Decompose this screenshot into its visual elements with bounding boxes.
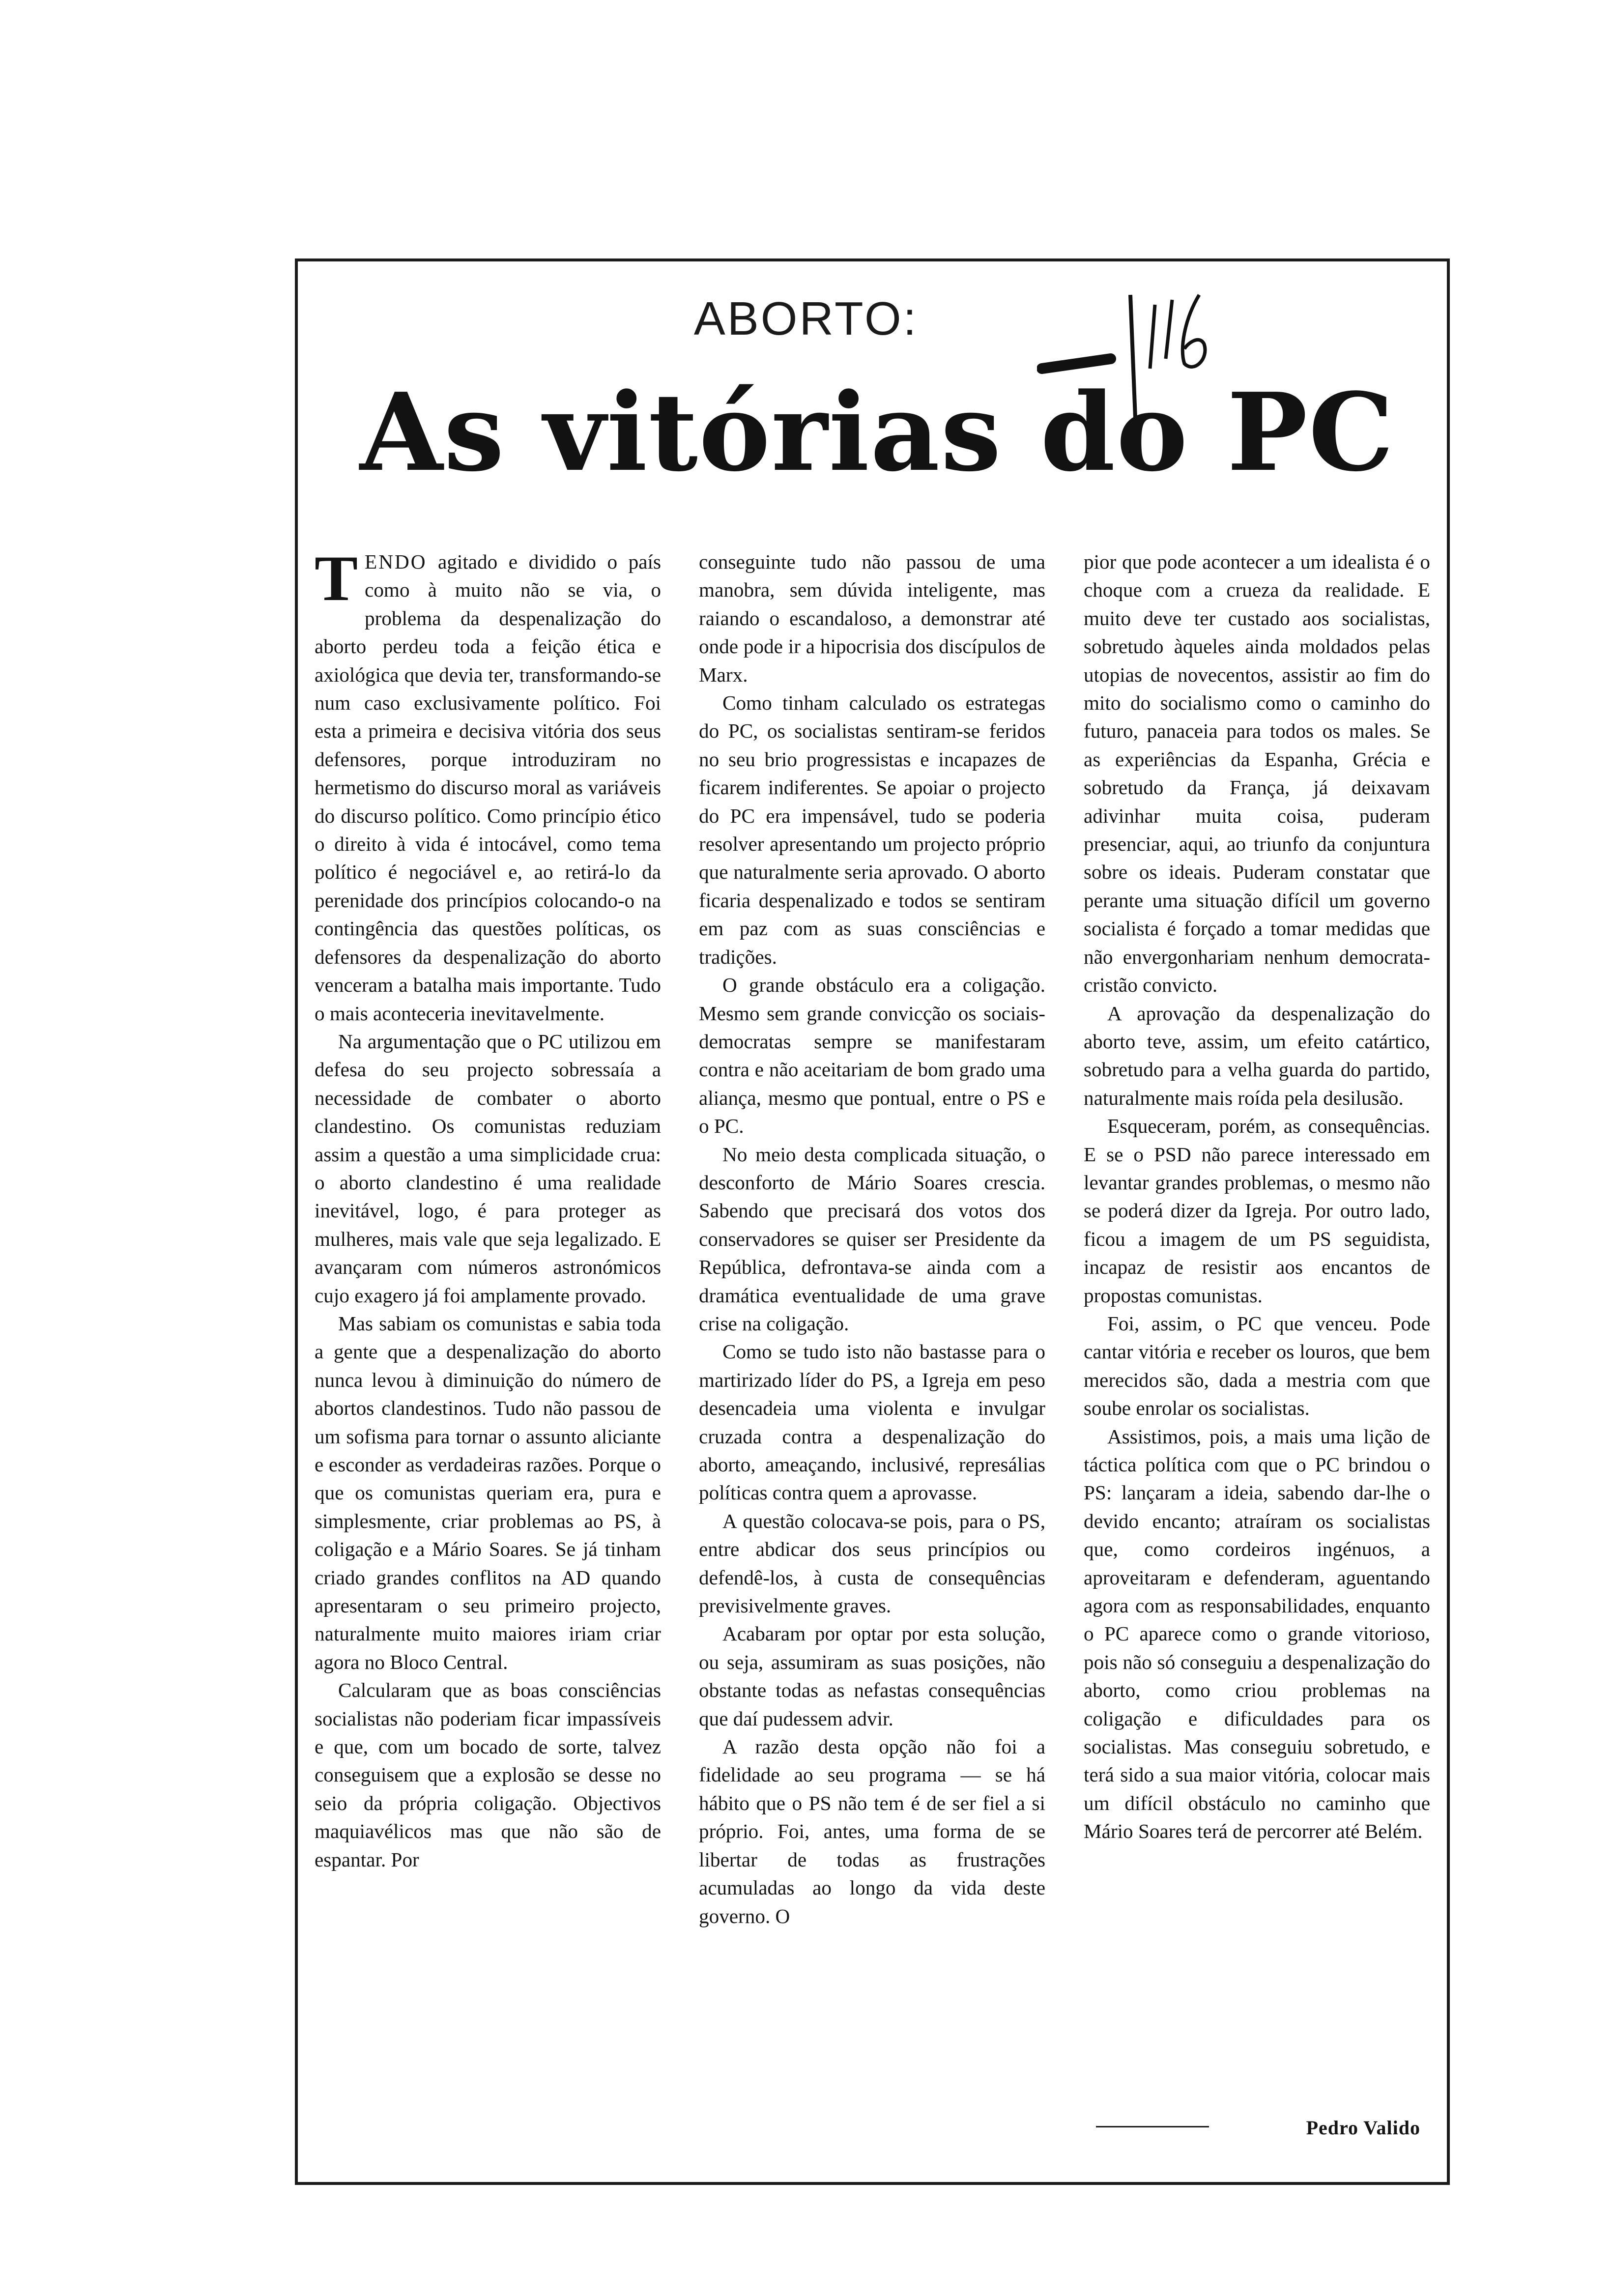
article-byline: Pedro Valido	[1306, 2117, 1420, 2139]
paragraph: Calcularam que as boas consciências socialistas não poderiam ficar impassíveis e que, com um bocado de sorte, talvez conseguisem que a explosão se desse no seio da própria coligação. Objectivos maquiavélicos mas que não são de espantar. Por	[315, 1679, 661, 1871]
paragraph: O grande obstáculo era a coligação. Mesmo sem grande convicção os sociais-democratas sempre se manifestaram contra e não aceitariam de bom grado uma aliança, mesmo que pontual, entre o PS e o PC.	[699, 974, 1045, 1138]
article-body	[315, 548, 1430, 2106]
paragraph: Esqueceram, porém, as consequências. E se o PSD não parece interessado em levantar grandes problemas, o mesmo não se poderá dizer da Igreja. Por outro lado, ficou a imagem de um PS seguidista, incapaz de resistir aos encantos de propostas comunistas.	[1084, 1115, 1430, 1307]
article-kicker: ABORTO:	[693, 292, 919, 345]
lead-in: ENDO	[365, 550, 427, 573]
paragraph: Acabaram por optar por esta solução, ou seja, assumiram as suas posições, não obstante todas as nefastas consequências que daí pudessem advir.	[699, 1622, 1045, 1730]
article-headline: As vitórias do PC	[359, 370, 1395, 495]
paragraph	[315, 548, 661, 1028]
paragraph: Assistimos, pois, a mais uma lição de táctica política com que o PC brindou o PS: lançaram a ideia, sabendo dar-lhe o devido encanto; atraíram os socialistas que, como cordeiros ingénuos, a aproveitaram e defenderam, aguentando agora com as responsabilidades, enquanto o PC aparece como o grande vitorioso, pois não só conseguiu a despenalização do aborto, como criou problemas na coligação e dificuldades para os socialistas. Mas conseguiu sobretudo, e terá sido a sua maior vitória, colocar mais um difícil obstáculo no caminho que Mário Soares terá de percorrer até Belém.	[1084, 1425, 1430, 1843]
column-3	[1084, 548, 1430, 2106]
paragraph: Foi, assim, o PC que venceu. Pode cantar vitória e receber os louros, que bem merecidos são, dada a mestria com que soube enrolar os socialistas.	[1084, 1312, 1430, 1420]
paragraph: A razão desta opção não foi a fidelidade ao seu programa — se há hábito que o PS não tem é de ser fiel a si próprio. Foi, antes, uma forma de se libertar de todas as frustrações acumuladas ao longo da vida deste governo. O	[699, 1735, 1045, 1927]
paragraph: pior que pode acontecer a um idealista é o choque com a crueza da realidade. E muito deve ter custado aos socialistas, sobretudo àqueles ainda moldados pelas utopias de novecentos, assistir ao fim do mito do socialismo como o caminho do futuro, panaceia para todos os males. Se as experiências da Espanha, Grécia e sobretudo da França, já deixavam adivinhar muita coisa, puderam presenciar, aqui, ao triunfo da conjuntura sobre os ideais. Puderam constatar que perante uma situação difícil um governo socialista é forçado a tomar medidas que não envergonhariam nenhum democrata-cristão convicto.	[1084, 550, 1430, 997]
column-1	[315, 548, 661, 2106]
paragraph: conseguinte tudo não passou de uma manobra, sem dúvida inteligente, mas raiando o escandaloso, a demonstrar até onde pode ir a hipocrisia dos discípulos de Marx.	[699, 550, 1045, 686]
paragraph: No meio desta complicada situação, o desconforto de Mário Soares crescia. Sabendo que precisará dos votos dos conservadores se quiser ser Presidente da República, defrontava-se ainda com a dramática eventualidade de uma grave crise na coligação.	[699, 1143, 1045, 1335]
drop-cap: T	[315, 548, 358, 614]
paragraph: Mas sabiam os comunistas e sabia toda a gente que a despenalização do aborto nunca levou à diminuição do número de abortos clandestinos. Tudo não passou de um sofisma para tornar o assunto aliciante e esconder as verdadeiras razões. Porque o que os comunistas queriam era, pura e simplesmente, criar problemas ao PS, à coligação e a Mário Soares. Se já tinham criado grandes conflitos na AD quando apresentaram o seu primeiro projecto, naturalmente muito maiores iriam criar agora no Bloco Central.	[315, 1312, 661, 1673]
paragraph-text: agitado e dividido o país como à muito não se via, o problema da despenalização do aborto perdeu toda a feição ética e axiológica que devia ter, transformando-se num caso exclusivamente político. Foi esta a primeira e decisiva vitória dos seus defensores, porque introduziram no hermetismo do discurso moral as variáveis do discurso político. Como princípio ético o direito à vida é intocável, como tema político é negociável e, ao retirá-lo da perenidade dos princípios colocando-o na contingência das questões políticas, os defensores da despenalização do aborto venceram a batalha mais importante. Tudo o mais aconteceria inevitavelmente.	[315, 550, 661, 1025]
column-2	[699, 548, 1045, 2106]
paragraph: Como tinham calculado os estrategas do PC, os socialistas sentiram-se feridos no seu brio progressistas e incapazes de ficarem indiferentes. Se apoiar o projecto do PC era impensável, tudo se poderia resolver apresentando um projecto próprio que naturalmente seria aprovado. O aborto ficaria despenalizado e todos se sentiram em paz com as suas consciências e tradições.	[699, 691, 1045, 968]
paragraph: A questão colocava-se pois, para o PS, entre abdicar dos seus princípios ou defendê-los, à custa de consequências previsivelmente graves.	[699, 1509, 1045, 1617]
paragraph: Como se tudo isto não bastasse para o martirizado líder do PS, a Igreja em peso desencadeia uma violenta e invulgar cruzada contra a despenalização do aborto, ameaçando, inclusivé, represálias políticas contra quem a aprovasse.	[699, 1340, 1045, 1504]
paragraph: A aprovação da despenalização do aborto teve, assim, um efeito catártico, sobretudo para a velha guarda do partido, naturalmente mais roída pela desilusão.	[1084, 1002, 1430, 1109]
signature-rule	[1096, 2126, 1209, 2127]
paragraph: Na argumentação que o PC utilizou em defesa do seu projecto sobressaía a necessidade de combater o aborto clandestino. Os comunistas reduziam assim a questão a uma simplicidade crua: o aborto clandestino é uma realidade inevitável, logo, é para proteger as mulheres, mais vale que seja legalizado. E avançaram com números astronómicos cujo exagero já foi amplamente provado.	[315, 1030, 661, 1307]
